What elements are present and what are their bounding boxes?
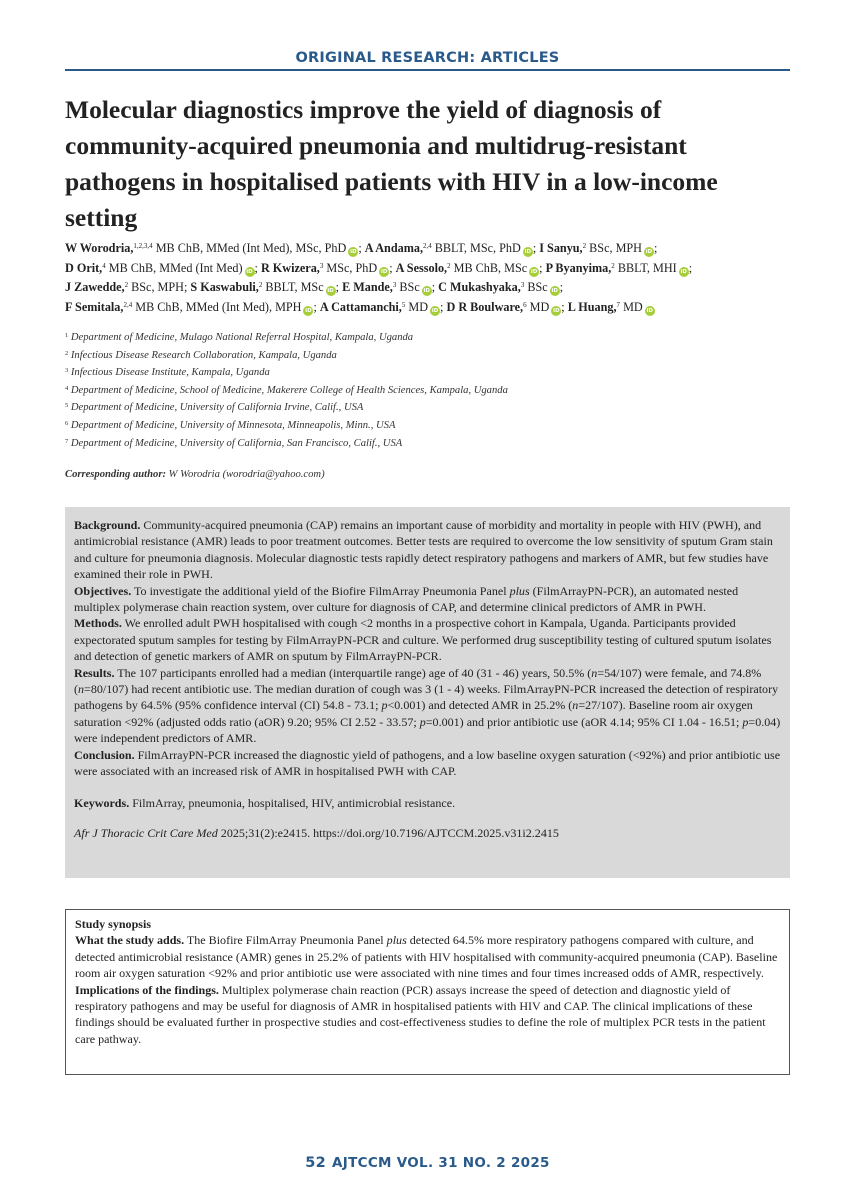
author: A Andama,$^{2,4}$ BBLT, MSc, PhD iD ; xyxy=(364,241,540,255)
orcid-icon[interactable]: iD xyxy=(423,288,430,294)
synopsis-implications: Implications of the findings. Multiplex polymerase chain reaction (PCR) assays increase the speed of detection and diagnostic yield of respiratory pathogens and may be useful for diagnosis of AMR in hospitalised patients with HIV and CAP. The clinical implications of these findings should be evaluated further in prospective studies and cost-effectiveness studies to define the role of multiplex PCR tests in the patient care pathway. xyxy=(75,982,766,1046)
affiliation: $^3$ Infectious Disease Institute, Kampala, Uganda xyxy=(65,367,270,379)
abstract-objectives: Objectives. To investigate the additional yield of the Biofire FilmArray Pneumonia Panel plus (FilmArrayPN-PCR), an automated nested multiplex polymerase chain reaction system, over culture for diagnosis of CAP, and determine clinical predictors of AMR in PWH. xyxy=(74,583,739,615)
orcid-icon[interactable]: iD xyxy=(680,268,687,275)
abstract-keywords: Keywords. FilmArray, pneumonia, hospitalised, HIV, antimicrobial resistance. xyxy=(74,795,456,810)
author-list xyxy=(65,239,765,317)
orcid-icon[interactable]: iD xyxy=(524,249,532,255)
affiliation: $^4$ Department of Medicine, School of Medicine, Makerere College of Health Sciences, Kampala, Uganda xyxy=(65,384,508,396)
section-header: ORIGINAL RESEARCH: ARTICLES xyxy=(295,50,560,66)
synopsis-adds: What the study adds. The Biofire FilmArray Pneumonia Panel plus detected 64.5% more respiratory pathogens compared with culture, and detected antimicrobial resistance (AMR) genes in 25.2% of patients with HIV hospitalised with community-acquired pneumonia (CAP). Baseline room air oxygen saturation <92% and prior antibiotic use were associated with nine times and four times increased odds of AMR, respectively. xyxy=(75,933,778,981)
author: R Kwizera,$^3$ MSc, PhD iD ; xyxy=(260,260,396,275)
author: W Worodria,$^{1,2,3,4}$ MB ChB, MMed (Int Med), MSc, PhD iD ; xyxy=(65,241,365,255)
study-synopsis-box xyxy=(65,909,790,1075)
abstract-citation: Afr J Thoracic Crit Care Med 2025;31(2):e2415. https://doi.org/10.7196/AJTCCM.2025.v31i2.2415 xyxy=(74,825,559,840)
author: A Sessolo,$^2$ MB ChB, MSc iD ; xyxy=(395,260,546,275)
affiliation-list xyxy=(65,331,765,454)
doi-link[interactable]: 2025;31(2):e2415. https://doi.org/10.7196/AJTCCM.2025.v31i2.2415 xyxy=(217,825,559,840)
author: C Mukashyaka,$^3$ BSc iD ; xyxy=(438,280,564,294)
orcid-icon[interactable]: iD xyxy=(530,268,538,275)
affiliation: $^6$ Department of Medicine, University of Minnesota, Minneapolis, Minn., USA xyxy=(65,419,396,431)
author: L Huang,$^7$ MD iD xyxy=(567,299,653,314)
orcid-icon[interactable]: iD xyxy=(380,268,388,275)
orcid-icon[interactable]: iD xyxy=(246,268,253,275)
orcid-icon[interactable]: iD xyxy=(646,307,653,314)
affiliation: $^2$ Infectious Disease Research Collaboration, Kampala, Uganda xyxy=(65,349,337,361)
author: D Orit,$^4$ MB ChB, MMed (Int Med) iD ; xyxy=(65,260,261,275)
abstract-conclusion: Conclusion. FilmArrayPN-PCR increased the diagnostic yield of pathogens, and a low baseline oxygen saturation (<92%) and prior antibiotic use were associated with an increased risk of AMR in hospitalised PWH with CAP. xyxy=(74,747,781,779)
author: D R Boulware,$^6$ MD iD ; xyxy=(446,299,568,314)
affiliation: $^7$ Department of Medicine, University of California, San Francisco, Calif., USA xyxy=(65,437,403,449)
abstract-box xyxy=(65,507,790,878)
author: S Kaswabuli,$^2$ BBLT, MSc iD ; xyxy=(190,280,343,294)
author: A Cattamanchi,$^5$ MD iD ; xyxy=(319,299,447,314)
author: P Byanyima,$^2$ BBLT, MHI iD ; xyxy=(545,260,693,275)
journal-issue: AJTCCM VOL. 31 NO. 2 2025 xyxy=(332,1155,550,1171)
orcid-icon[interactable]: iD xyxy=(327,288,334,294)
section-rule xyxy=(65,69,790,71)
abstract-methods: Methods. We enrolled adult PWH hospitalised with cough <2 months in a prospective cohort in Kampala, Uganda. Participants provided expectorated sputum samples for testing by FilmArrayPN-PCR and culture. We performed drug susceptibility testing of cultured sputum isolates and detection of genetic markers of AMR on sputum by FilmArrayPN-PCR. xyxy=(74,616,772,664)
synopsis-heading: Study synopsis xyxy=(75,917,152,931)
author: J Zawedde,$^2$ BSc, MPH; xyxy=(65,280,191,294)
affiliation: $^5$ Department of Medicine, University of California Irvine, Calif., USA xyxy=(65,402,364,414)
author: E Mande,$^3$ BSc iD ; xyxy=(342,280,439,294)
orcid-icon[interactable]: iD xyxy=(553,307,560,314)
abstract-background: Background. Community-acquired pneumonia (CAP) remains an important cause of morbidity and mortality in people with HIV (PWH), and antimicrobial resistance (AMR) leads to poor treatment outcomes. Better tests are required to overcome the low sensitivity of sputum Gram stain and culture for pneumonia diagnosis. Molecular diagnostic tests rapidly detect respiratory pathogens and markers of AMR, but few studies have examined their role in PWH. xyxy=(74,518,773,582)
author: I Sanyu,$^2$ BSc, MPH iD ; xyxy=(539,241,658,255)
orcid-icon[interactable]: iD xyxy=(305,307,312,314)
article-title: Molecular diagnostics improve the yield of diagnosis of community-acquired pneumonia and multidrug-resistant pathogens in hospitalised patients with HIV in a low-income setting xyxy=(65,95,718,232)
corresponding-label: Corresponding author: xyxy=(65,469,166,480)
corresponding-value: W Worodria (worodria@yahoo.com) xyxy=(165,469,325,480)
orcid-icon[interactable]: iD xyxy=(350,249,357,255)
corresponding-author xyxy=(65,469,325,480)
abstract-results: Results. The 107 participants enrolled had a median (interquartile range) age of 40 (31 - 46) years, 50.5% (n=54/107) were female, and 74.8% (n=80/107) had recent antibiotic use. The median duration of cough was 3 (1 - 4) weeks. FilmArrayPN-PCR increased the detection of respiratory pathogens by 64.5% (95% confidence interval (CI) 54.8 - 73.1; p<0.001) and detected AMR in 25.2% (n=27/107). Baseline room air oxygen saturation <92% (adjusted odds ratio (aOR) 9.20; 95% CI 2.52 - 33.57; p=0.001) and prior antibiotic use (aOR 4.14; 95% CI 1.04 - 16.51; p=0.04) were independent predictors of AMR. xyxy=(74,665,781,746)
orcid-icon[interactable]: iD xyxy=(551,288,558,294)
affiliation: $^1$ Department of Medicine, Mulago National Referral Hospital, Kampala, Uganda xyxy=(65,332,414,343)
page-footer xyxy=(65,1155,790,1171)
orcid-icon[interactable]: iD xyxy=(431,307,439,314)
author: F Semitala,$^{2,4}$ MB ChB, MMed (Int Med), MPH iD ; xyxy=(65,299,320,314)
orcid-icon[interactable]: iD xyxy=(645,249,653,255)
page-number: 52 xyxy=(305,1155,327,1171)
